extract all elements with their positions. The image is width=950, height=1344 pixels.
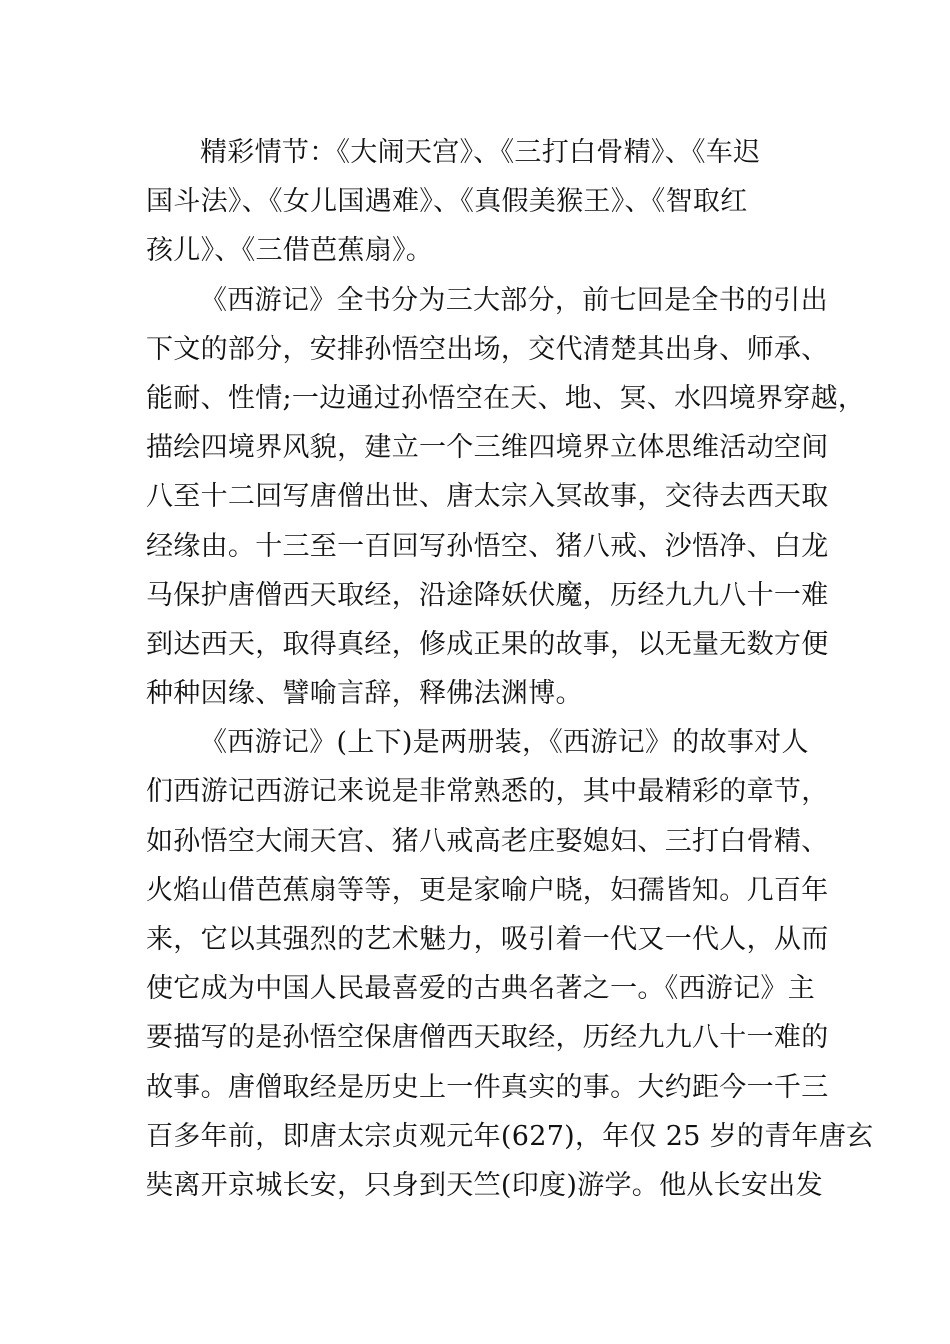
paragraph-3-line-4: 火焰山借芭蕉扇等等，更是家喻户晓，妇孺皆知。几百年 [146,874,829,906]
paragraph-2-line-1: 《西游记》全书分为三大部分，前七回是全书的引出 [200,284,828,316]
paragraph-3-line-6: 使它成为中国人民最喜爱的古典名著之一。《西游记》主 [146,973,815,1005]
paragraph-3-line-10: 奘离开京城长安，只身到天竺(印度)游学。他从长安出发 [146,1169,823,1201]
paragraph-1-line-1: 精彩情节：《大闹天宫》、《三打白骨精》、《车迟 [200,137,761,168]
paragraph-3-line-5: 来，它以其强烈的艺术魅力，吸引着一代又一代人，从而 [146,924,829,955]
paragraph-3-line-3: 如孙悟空大闹天宫、猪八戒高老庄娶媳妇、三打白骨精、 [146,825,829,857]
paragraph-2-line-8: 到达西天，取得真经，修成正果的故事，以无量无数方便 [146,628,829,660]
paragraph-2-line-4: 描绘四境界风貌，建立一个三维四境界立体思维活动空间 [146,432,829,464]
paragraph-2-line-2: 下文的部分，安排孙悟空出场，交代清楚其出身、师承、 [146,333,829,365]
paragraph-2-line-7: 马保护唐僧西天取经，沿途降妖伏魔，历经九九八十一难 [146,579,829,611]
paragraph-1-line-3: 孩儿》、《三借芭蕉扇》。 [146,235,434,267]
paragraph-2-line-5: 八至十二回写唐僧出世、唐太宗入冥故事，交待去西天取 [146,481,829,513]
document-body [146,128,874,1210]
paragraph-3-line-1: 《西游记》(上下)是两册装，《西游记》的故事对人 [200,727,809,759]
paragraph-3-line-7: 要描写的是孙悟空保唐僧西天取经，历经九九八十一难的 [146,1022,829,1054]
paragraph-1-line-2: 国斗法》、《女儿国遇难》、《真假美猴王》、《智取红 [146,186,748,218]
paragraph-3-line-2: 们西游记西游记来说是非常熟悉的，其中最精彩的章节， [146,776,829,808]
paragraph-2-line-6: 经缘由。十三至一百回写孙悟空、猪八戒、沙悟净、白龙 [146,530,829,562]
paragraph-2-line-9: 种种因缘、譬喻言辞，释佛法渊博。 [146,678,583,710]
paragraph-2-line-3: 能耐、性情;一边通过孙悟空在天、地、冥、水四境界穿越， [146,382,866,414]
paragraph-3-line-9: 百多年前，即唐太宗贞观元年(627)，年仅 25 岁的青年唐玄 [146,1120,874,1152]
paragraph-3-line-8: 故事。唐僧取经是历史上一件真实的事。大约距今一千三 [146,1071,829,1103]
